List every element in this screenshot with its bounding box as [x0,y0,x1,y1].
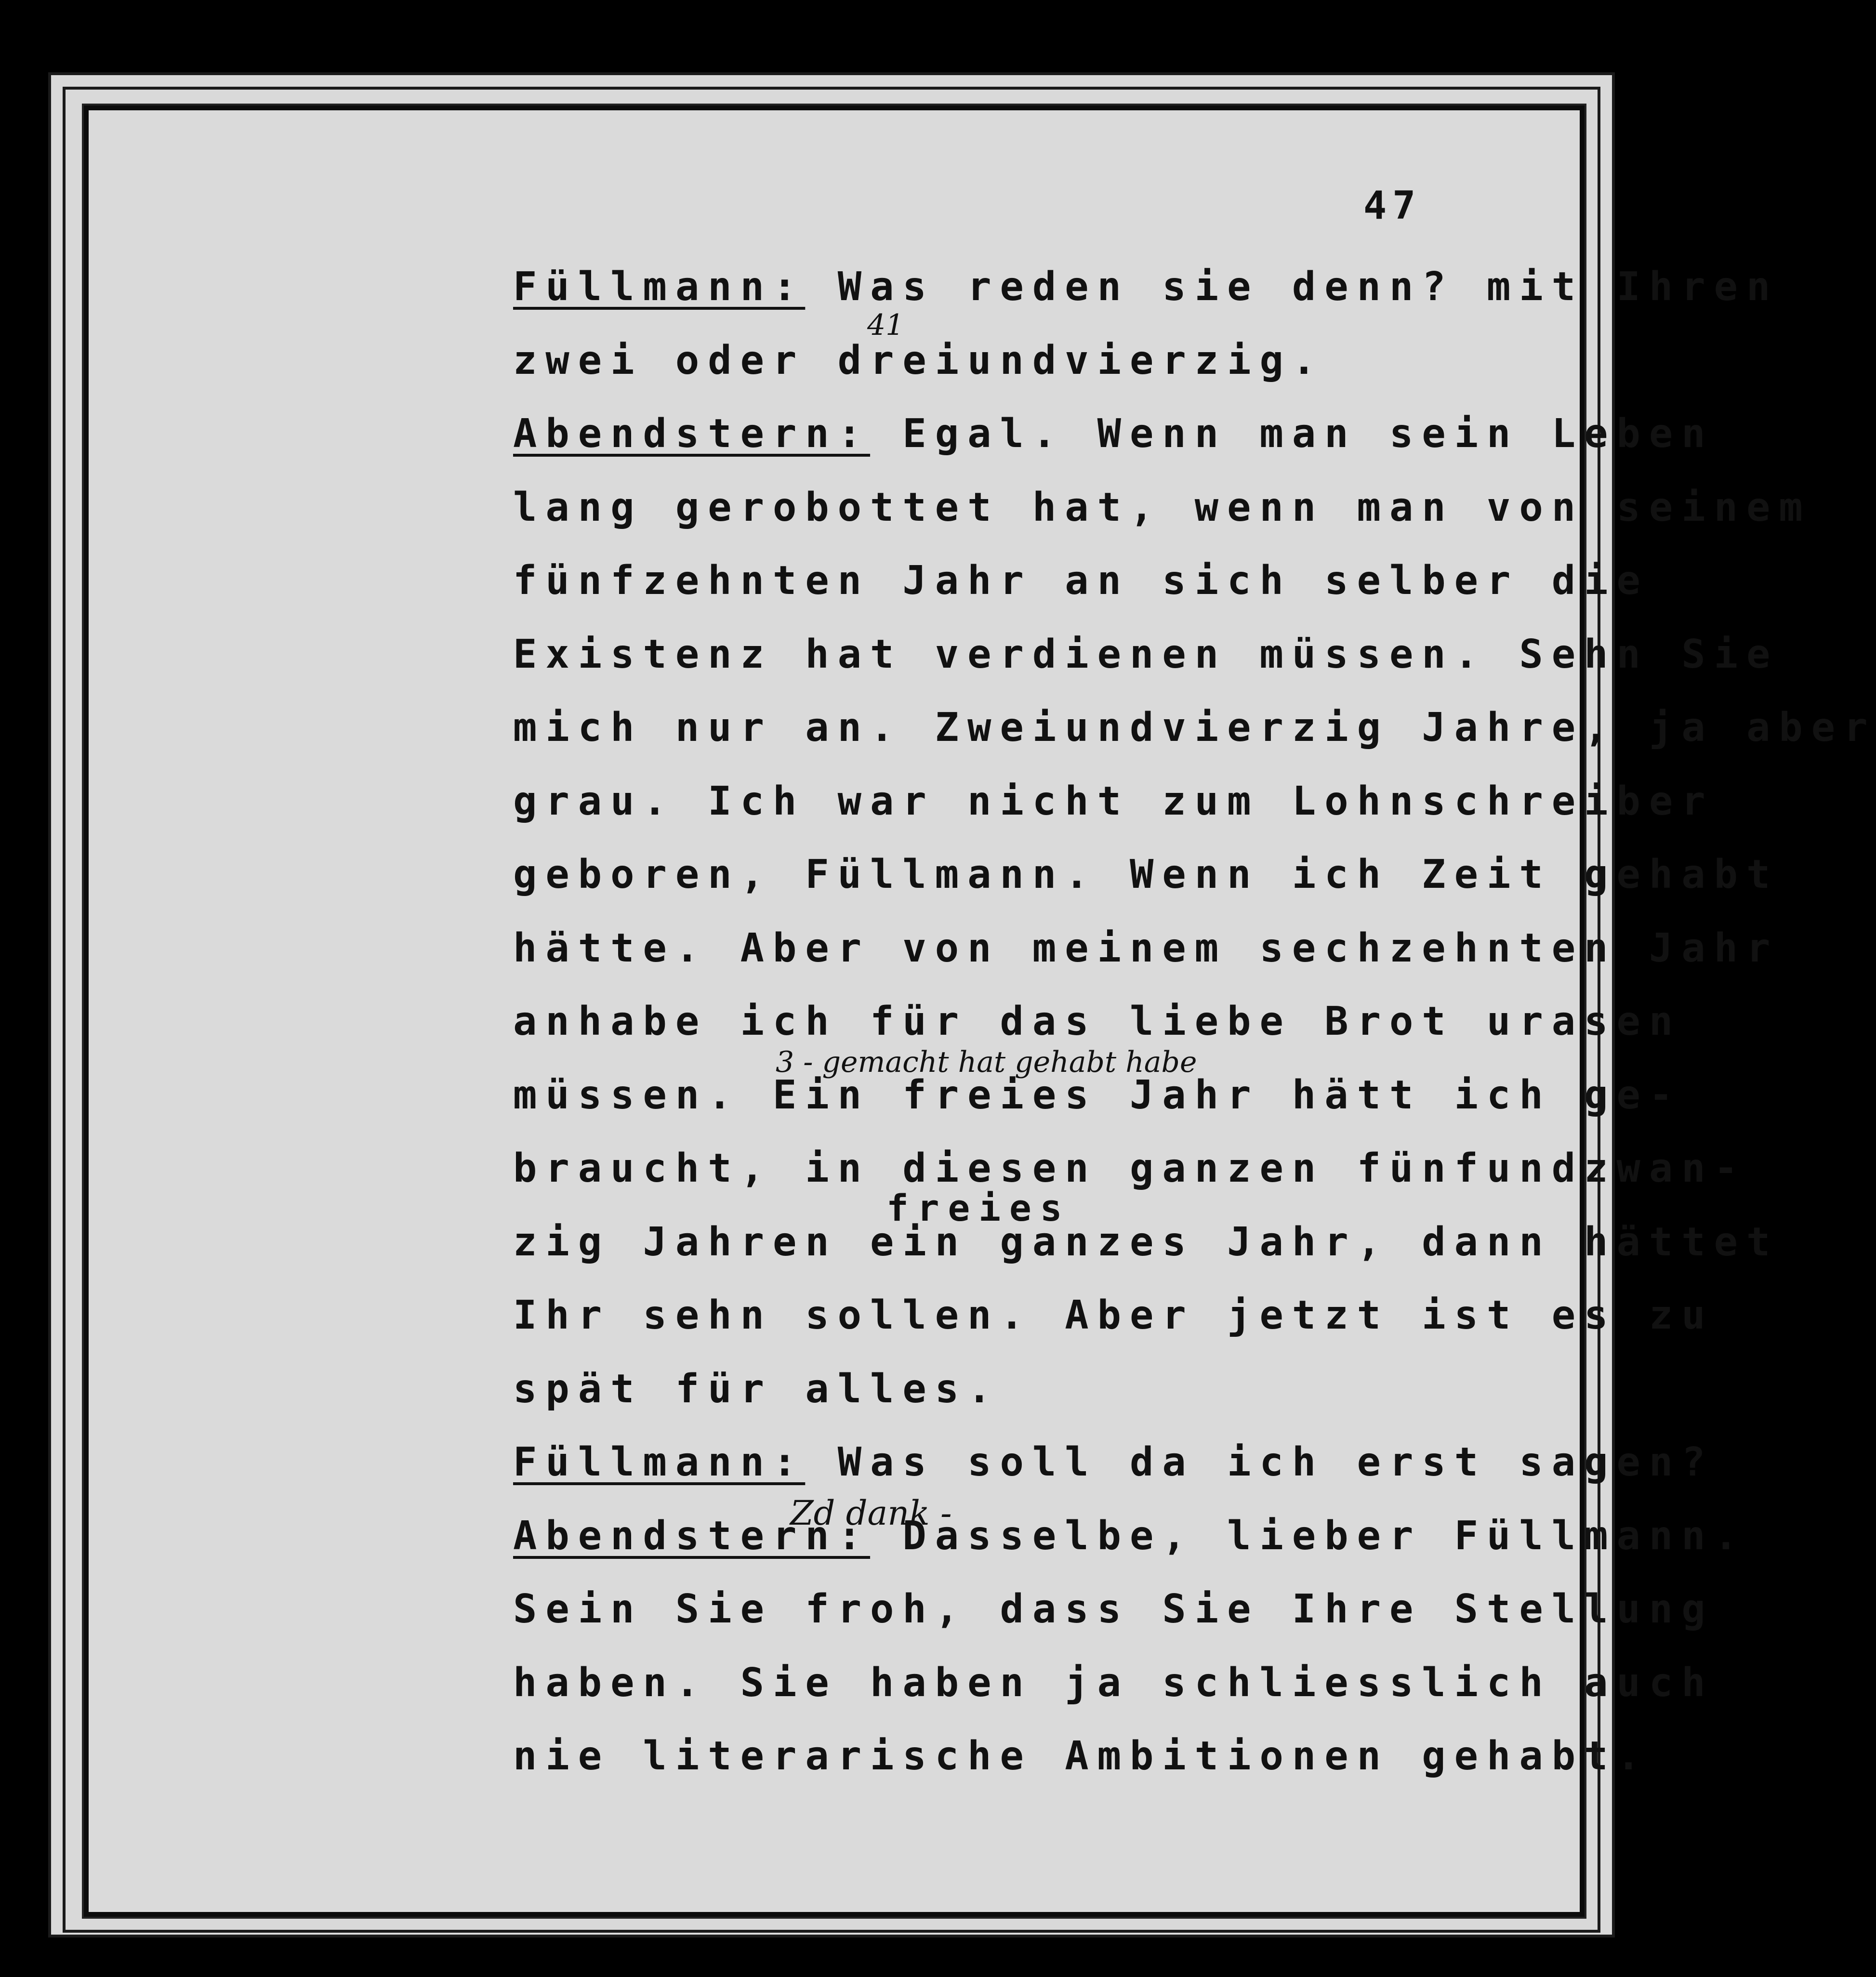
line-text: spät für alles. [513,1366,1000,1412]
text-line [513,1733,1649,1779]
interlinear-insert: freies [886,1186,1071,1229]
text-line [513,1292,1714,1338]
text-line [513,778,1714,824]
speaker-name: Füllmann: [513,1439,806,1485]
handwritten-note: 3 - gemacht hat gehabt habe [776,1045,1197,1079]
text-line [513,631,1779,677]
line-text: mich nur an. Zweiundvierzig Jahre, ja aber [513,705,1876,751]
text-line [513,925,1779,971]
line-text: zig Jahren ein ganzes Jahr, dann hättet [513,1219,1779,1265]
text-line [513,852,1779,897]
line-text: braucht, in diesen ganzen fünfundzwan- [513,1146,1746,1191]
text-line [513,1072,1682,1118]
text-line [513,1366,1000,1412]
handwritten-note: 41 [867,308,904,342]
text-line [513,999,1682,1044]
text-line [513,337,1325,383]
page-number: 47 [1363,183,1422,228]
line-text: Dasselbe, lieber Füllmann. [870,1513,1747,1559]
line-text: Egal. Wenn man sein Leben [870,411,1714,457]
line-text: Sein Sie froh, dass Sie Ihre Stellung [513,1586,1714,1632]
speaker-name: Abendstern: [513,1513,871,1559]
text-line [513,558,1649,604]
handwritten-note: Zd dank - [790,1493,952,1533]
line-text: Ihr sehn sollen. Aber jetzt ist es zu [513,1292,1714,1338]
text-line [513,264,1779,310]
line-text: nie literarische Ambitionen gehabt. [513,1733,1649,1779]
text-line [513,1219,1779,1265]
text-line [513,1146,1746,1191]
line-text: Was soll da ich erst sagen? [805,1439,1714,1485]
line-text: hätte. Aber von meinem sechzehnten Jahr [513,925,1779,971]
line-text: zwei oder dreiundvierzig. [513,337,1325,383]
line-text: lang gerobottet hat, wenn man von seinem [513,484,1811,530]
text-line [513,411,1714,457]
line-text: Existenz hat verdienen müssen. Sehn Sie [513,631,1779,677]
line-text: geboren, Füllmann. Wenn ich Zeit gehabt [513,852,1779,897]
text-line [513,484,1811,530]
line-text: fünfzehnten Jahr an sich selber die [513,558,1649,604]
line-text: müssen. Ein freies Jahr hätt ich ge- [513,1072,1682,1118]
text-line [513,1660,1714,1706]
text-line [513,1586,1714,1632]
text-line [513,1439,1714,1485]
speaker-name: Abendstern: [513,411,871,457]
line-text: haben. Sie haben ja schliesslich auch [513,1660,1714,1706]
line-text: grau. Ich war nicht zum Lohnschreiber [513,778,1714,824]
text-line [513,705,1876,751]
line-text: anhabe ich für das liebe Brot urasen [513,999,1682,1044]
line-text: Was reden sie denn? mit Ihren [805,264,1779,310]
speaker-name: Füllmann: [513,264,806,310]
